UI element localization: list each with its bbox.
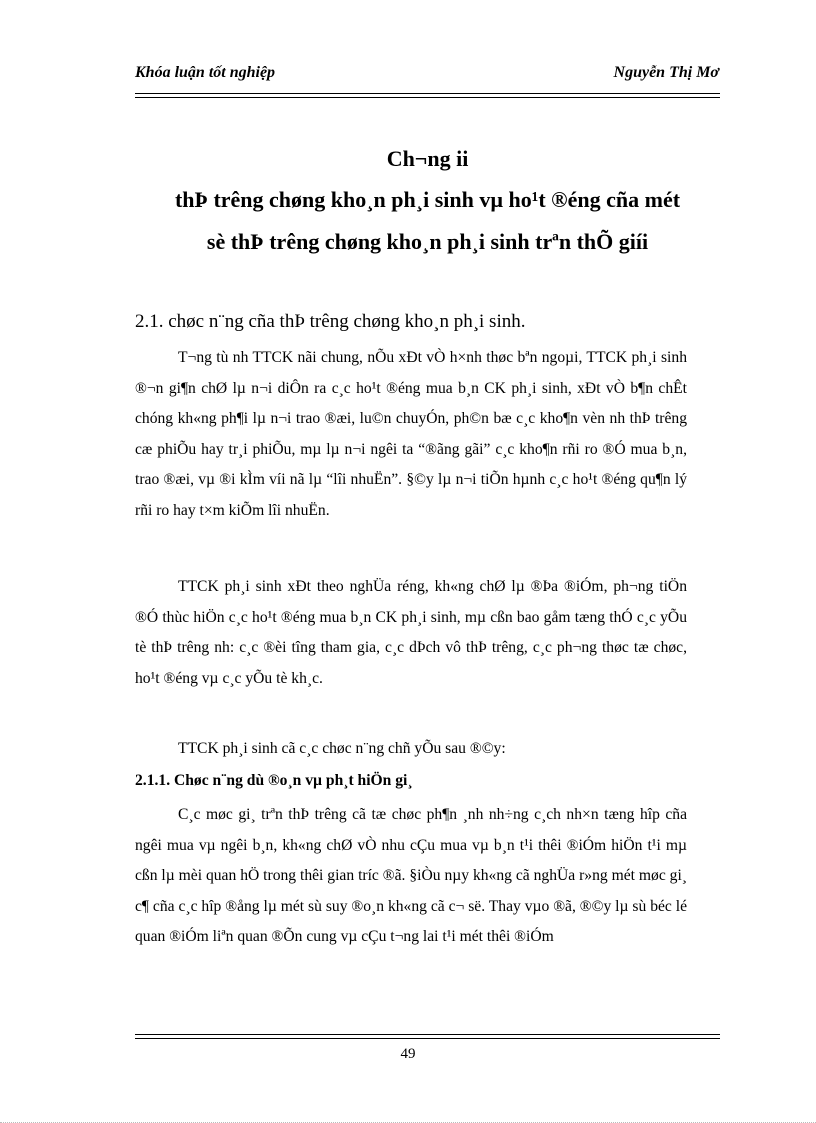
paragraph-3: TTCK ph¸i sinh cã c¸c chøc n¨ng chñ yÕu sau ®©y: [178,740,506,757]
header-rule-bottom [135,97,720,98]
chapter-title-line-2: sè thÞ trêng chøng kho¸n ph¸i sinh trªn thÕ giíi [206,229,649,254]
chapter-title-line-1: thÞ trêng chøng kho¸n ph¸i sinh vµ ho¹t ®éng cña mét [174,187,681,212]
header-rule-top [135,93,720,94]
subsection-heading: 2.1.1. Chøc n¨ng dù ®o¸n vµ ph¸t hiÖn gi¸ [135,772,413,789]
paragraph-4-text: C¸c møc gi¸ trªn thÞ trêng cã tæ chøc ph¶n ¸nh nh÷ng c¸ch nh×n tæng hîp cña ngêi mua vµ ngêi b¸n, kh«ng chØ vÒ nhu cÇu mua vµ b¸n t¹i thêi ®iÓm hiÖn t¹i mµ cßn lµ mèi quan hÖ trong thêi gian tríc ®ã. §iÒu nµy kh«ng cã nghÜa r»ng mét møc gi¸ c¶ cña c¸c hîp ®ång lµ mét sù suy ®o¸n kh«ng cã c¬ së. Thay vµo ®ã, ®©y lµ sù béc lé quan ®iÓm liªn quan ®Õn cung vµ cÇu t¬ng lai t¹i mét thêi ®iÓm [135,806,687,946]
section-heading: 2.1. chøc n¨ng cña thÞ trêng chøng kho¸n ph¸i sinh. [135,311,526,332]
footer-rule-top [135,1034,720,1035]
paragraph-4 [135,800,687,953]
header-thesis-title: Khóa luận tốt nghiệp [135,64,276,81]
paragraph-1-text: T¬ng tù nh TTCK nãi chung, nÕu xÐt vÒ h×nh thøc bªn ngoµi, TTCK ph¸i sinh ®¬n gi¶n chØ lµ n¬i diÔn ra c¸c ho¹t ®éng mua b¸n CK ph¸i sinh, xÐt vÒ b¶n chÊt chóng kh«ng ph¶i lµ n¬i trao ®æi, lu©n chuyÓn, ph©n bæ c¸c kho¶n vèn nh thÞ trêng cæ phiÕu hay tr¸i phiÕu, mµ lµ n¬i ngêi ta “®ãng gãi” c¸c kho¶n rñi ro ®Ó mua b¸n, trao ®æi, vµ ®i kÌm víi nã lµ “lîi nhuËn”. §©y lµ n¬i tiÕn hµnh c¸c ho¹t ®éng qu¶n lý rñi ro hay t×m kiÕm lîi nhuËn. [135,349,687,519]
paragraph-2-text: TTCK ph¸i sinh xÐt theo nghÜa réng, kh«ng chØ lµ ®Þa ®iÓm, ph¬ng tiÖn ®Ó thùc hiÖn c¸c ho¹t ®éng mua b¸n CK ph¸i sinh, mµ cßn bao gåm tæng thÓ c¸c yÕu tè thÞ trêng nh: c¸c ®èi tîng tham gia, c¸c dÞch vô thÞ trêng, c¸c ph¬ng thøc tæ chøc, ho¹t ®éng vµ c¸c yÕu tè kh¸c. [135,578,687,687]
paragraph-2 [135,572,687,694]
page-number: 49 [400,1046,416,1062]
header-author: Nguyễn Thị Mơ [613,64,719,81]
chapter-number: Ch¬ng ii [386,146,469,171]
footer-rule-bottom [135,1038,720,1039]
paragraph-1 [135,343,687,527]
